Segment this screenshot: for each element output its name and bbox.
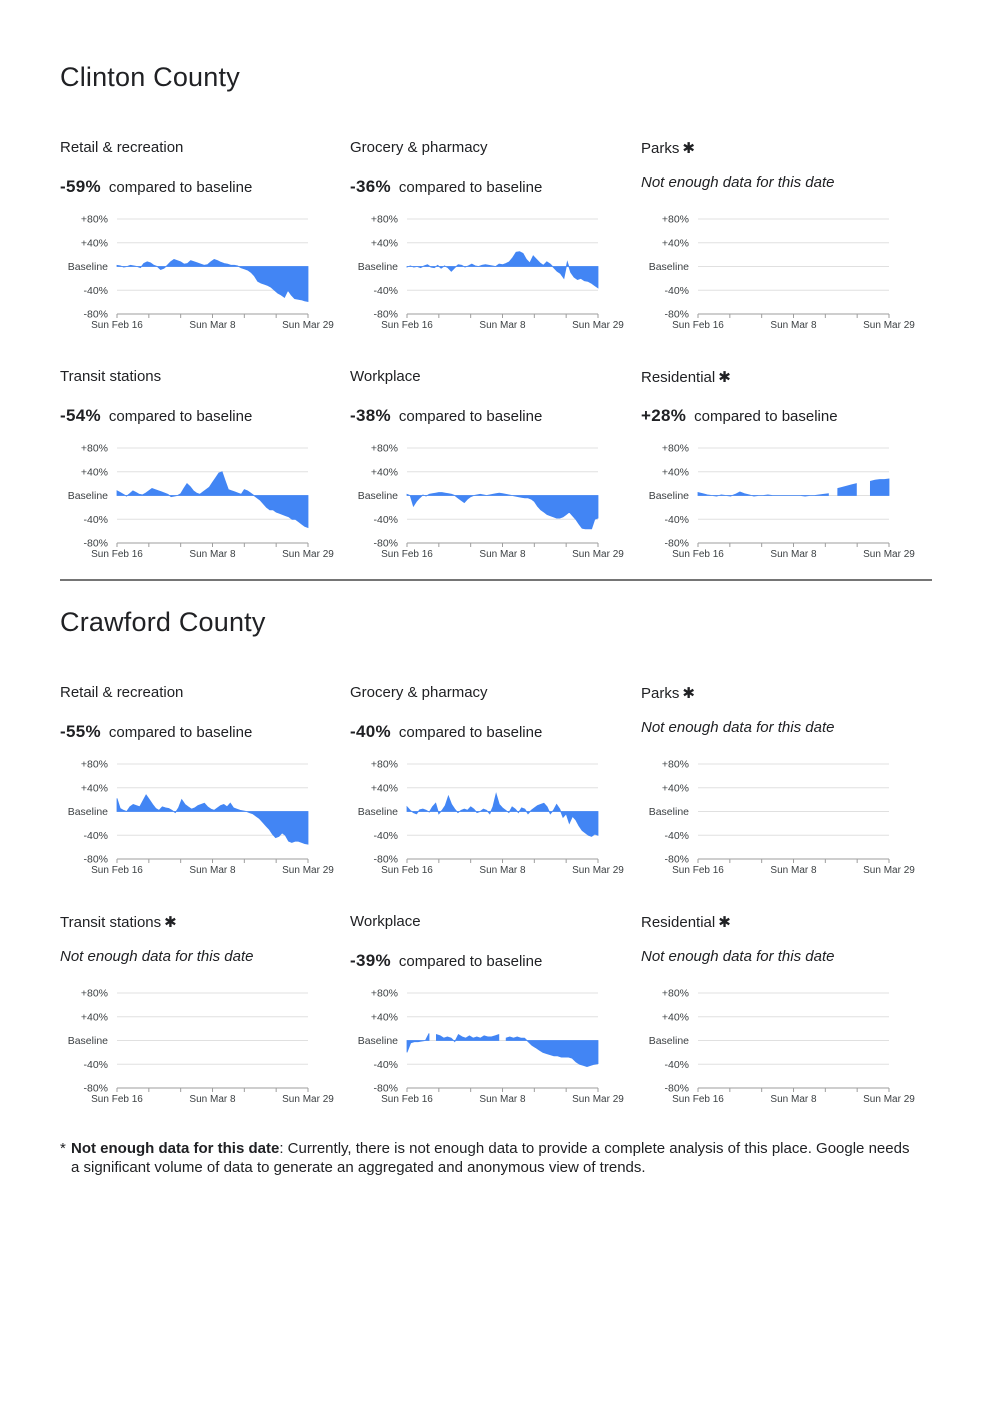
y-tick-label: +80%: [80, 213, 108, 226]
series-area: [838, 484, 857, 496]
x-tick-label: Sun Feb 16: [381, 549, 433, 560]
y-tick-label: -80%: [664, 308, 689, 321]
mobility-panel: [350, 368, 630, 568]
x-tick-label: Sun Mar 29: [282, 865, 334, 876]
mobility-chart: [350, 988, 650, 1113]
x-tick-label: Sun Feb 16: [381, 320, 433, 331]
mobility-chart: [350, 214, 650, 339]
series-area: [117, 795, 308, 844]
x-tick-label: Sun Mar 29: [282, 320, 334, 331]
y-tick-label: -40%: [83, 1058, 108, 1071]
category-label: Residential: [641, 369, 716, 386]
y-tick-label: -40%: [664, 1058, 689, 1071]
x-tick-label: Sun Mar 8: [479, 865, 526, 876]
category-title: [641, 139, 695, 157]
y-tick-label: +80%: [661, 442, 689, 455]
y-tick-label: -80%: [83, 1082, 108, 1095]
y-tick-label: +40%: [80, 237, 108, 250]
x-tick-label: Sun Mar 8: [770, 865, 817, 876]
series-area: [436, 1035, 498, 1042]
x-tick-label: Sun Feb 16: [672, 1094, 724, 1105]
category-title: [641, 913, 731, 931]
change-stat: [60, 406, 252, 426]
mobility-chart: [641, 759, 941, 884]
x-tick-label: Sun Mar 8: [770, 320, 817, 331]
y-tick-label: -40%: [83, 829, 108, 842]
change-value: -40%: [350, 722, 391, 741]
y-tick-label: +80%: [80, 758, 108, 771]
x-tick-label: Sun Feb 16: [672, 549, 724, 560]
category-label: Parks: [641, 140, 680, 157]
y-tick-label: +80%: [661, 758, 689, 771]
asterisk-icon: ✱: [718, 369, 731, 386]
y-tick-label: +40%: [661, 466, 689, 479]
change-value: -59%: [60, 177, 101, 196]
x-tick-label: Sun Mar 8: [189, 865, 236, 876]
y-tick-label: +80%: [370, 442, 398, 455]
category-label: Transit stations: [60, 368, 162, 385]
series-area: [407, 493, 598, 529]
y-tick-label: -80%: [664, 853, 689, 866]
x-tick-label: Sun Mar 8: [479, 549, 526, 560]
mobility-panel: [641, 368, 921, 568]
mobility-chart: [60, 214, 360, 339]
compared-label: compared to baseline: [108, 408, 253, 425]
x-tick-label: Sun Mar 8: [189, 549, 236, 560]
y-tick-label: +40%: [370, 466, 398, 479]
series-area: [117, 259, 308, 301]
asterisk-icon: ✱: [682, 685, 695, 702]
mobility-chart: [641, 988, 941, 1113]
asterisk-icon: ✱: [682, 140, 695, 157]
x-tick-label: Sun Mar 29: [282, 549, 334, 560]
y-tick-label: -80%: [373, 1082, 398, 1095]
y-tick-label: -80%: [373, 537, 398, 550]
mobility-chart: [350, 443, 650, 568]
x-tick-label: Sun Mar 8: [479, 1094, 526, 1105]
y-tick-label: +40%: [370, 1011, 398, 1024]
y-tick-label: Baseline: [67, 806, 108, 818]
y-tick-label: Baseline: [648, 261, 689, 273]
mobility-chart: [641, 214, 941, 339]
y-tick-label: +80%: [370, 213, 398, 226]
x-tick-label: Sun Feb 16: [672, 865, 724, 876]
change-stat: [641, 406, 838, 426]
y-tick-label: Baseline: [357, 261, 398, 273]
category-title: [641, 368, 731, 386]
change-stat: [60, 722, 252, 742]
mobility-panel: [60, 139, 340, 339]
y-tick-label: -40%: [664, 829, 689, 842]
change-value: -38%: [350, 406, 391, 425]
change-stat: [350, 951, 542, 971]
y-tick-label: Baseline: [67, 261, 108, 273]
y-tick-label: -40%: [83, 513, 108, 526]
footnote-asterisk: *: [60, 1140, 66, 1157]
x-tick-label: Sun Mar 8: [479, 320, 526, 331]
y-tick-label: Baseline: [357, 806, 398, 818]
change-stat: [60, 177, 252, 197]
x-tick-label: Sun Feb 16: [91, 865, 143, 876]
county-divider: [60, 579, 932, 581]
y-tick-label: +40%: [661, 1011, 689, 1024]
y-tick-label: +80%: [661, 213, 689, 226]
footnote: [60, 1139, 920, 1177]
y-tick-label: Baseline: [648, 1035, 689, 1047]
no-data-message: Not enough data for this date: [60, 948, 254, 965]
asterisk-icon: ✱: [164, 914, 177, 931]
x-tick-label: Sun Mar 29: [572, 549, 624, 560]
asterisk-icon: ✱: [718, 914, 731, 931]
category-label: Retail & recreation: [60, 684, 184, 701]
county-title: Clinton County: [60, 62, 240, 92]
x-tick-label: Sun Mar 8: [770, 549, 817, 560]
compared-label: compared to baseline: [694, 408, 838, 425]
x-tick-label: Sun Mar 29: [572, 320, 624, 331]
change-stat: [350, 722, 542, 742]
category-label: Retail & recreation: [60, 139, 184, 156]
y-tick-label: -40%: [373, 829, 398, 842]
change-value: -55%: [60, 722, 101, 741]
y-tick-label: Baseline: [648, 806, 689, 818]
y-tick-label: -40%: [373, 513, 398, 526]
x-tick-label: Sun Mar 29: [863, 1094, 915, 1105]
series-area: [407, 1033, 429, 1052]
y-tick-label: +80%: [661, 987, 689, 1000]
category-title: [350, 684, 488, 701]
y-tick-label: -80%: [373, 308, 398, 321]
compared-label: compared to baseline: [398, 953, 543, 970]
county-section: [60, 607, 932, 1107]
compared-label: compared to baseline: [108, 179, 253, 196]
y-tick-label: +40%: [661, 237, 689, 250]
y-tick-label: Baseline: [357, 1035, 398, 1047]
y-tick-label: -80%: [83, 308, 108, 321]
category-label: Grocery & pharmacy: [350, 684, 488, 701]
category-title: [60, 684, 183, 701]
no-data-message: Not enough data for this date: [641, 719, 835, 736]
x-tick-label: Sun Mar 8: [189, 320, 236, 331]
y-tick-label: -40%: [664, 513, 689, 526]
mobility-chart: [60, 443, 360, 568]
x-tick-label: Sun Mar 29: [282, 1094, 334, 1105]
mobility-panel: [60, 684, 340, 884]
mobility-chart: [641, 443, 941, 568]
category-title: [350, 913, 421, 930]
compared-label: compared to baseline: [108, 724, 253, 741]
x-tick-label: Sun Feb 16: [381, 1094, 433, 1105]
x-tick-label: Sun Mar 29: [863, 865, 915, 876]
compared-label: compared to baseline: [398, 179, 543, 196]
y-tick-label: -80%: [83, 537, 108, 550]
x-tick-label: Sun Mar 29: [572, 865, 624, 876]
y-tick-label: +40%: [80, 466, 108, 479]
change-stat: [350, 406, 542, 426]
y-tick-label: +80%: [370, 987, 398, 1000]
x-tick-label: Sun Mar 8: [770, 1094, 817, 1105]
y-tick-label: +40%: [370, 237, 398, 250]
category-title: [641, 684, 695, 702]
x-tick-label: Sun Feb 16: [381, 865, 433, 876]
footnote-text: : Currently, there is not enough data to provide a complete analysis of this place. Google needs a significant volume of data to generate an aggregated and anonymous view of trends.: [71, 1140, 910, 1176]
y-tick-label: -40%: [664, 284, 689, 297]
category-title: [60, 913, 177, 931]
x-tick-label: Sun Mar 29: [572, 1094, 624, 1105]
mobility-chart: [350, 759, 650, 884]
x-tick-label: Sun Feb 16: [91, 1094, 143, 1105]
series-area: [870, 479, 889, 496]
category-title: [60, 139, 183, 156]
y-tick-label: +40%: [661, 782, 689, 795]
x-tick-label: Sun Feb 16: [91, 549, 143, 560]
no-data-message: Not enough data for this date: [641, 948, 835, 965]
y-tick-label: -40%: [83, 284, 108, 297]
category-title: [350, 368, 421, 385]
y-tick-label: +40%: [370, 782, 398, 795]
x-tick-label: Sun Mar 29: [863, 320, 915, 331]
change-value: -36%: [350, 177, 391, 196]
change-value: -54%: [60, 406, 101, 425]
mobility-panel: [641, 684, 921, 884]
x-tick-label: Sun Mar 8: [189, 1094, 236, 1105]
y-tick-label: -40%: [373, 284, 398, 297]
compared-label: compared to baseline: [398, 408, 543, 425]
y-tick-label: +80%: [80, 442, 108, 455]
category-title: [350, 139, 488, 156]
y-tick-label: Baseline: [648, 490, 689, 502]
series-area: [698, 492, 828, 496]
category-label: Grocery & pharmacy: [350, 139, 488, 156]
x-tick-label: Sun Mar 29: [863, 549, 915, 560]
y-tick-label: -80%: [373, 853, 398, 866]
category-label: Workplace: [350, 913, 421, 930]
y-tick-label: -80%: [664, 537, 689, 550]
x-tick-label: Sun Feb 16: [91, 320, 143, 331]
mobility-panel: [60, 368, 340, 568]
series-area: [407, 794, 598, 837]
y-tick-label: Baseline: [357, 490, 398, 502]
mobility-panel: [641, 139, 921, 339]
x-tick-label: Sun Feb 16: [672, 320, 724, 331]
footnote-bold: Not enough data for this date: [71, 1140, 280, 1157]
category-label: Parks: [641, 685, 680, 702]
category-title: [60, 368, 161, 385]
county-title: Crawford County: [60, 607, 266, 637]
county-section: [60, 62, 932, 562]
y-tick-label: +80%: [80, 987, 108, 1000]
mobility-panel: [350, 913, 630, 1113]
y-tick-label: Baseline: [67, 490, 108, 502]
series-area: [506, 1037, 598, 1067]
no-data-message: Not enough data for this date: [641, 174, 835, 191]
mobility-panel: [350, 139, 630, 339]
mobility-panel: [60, 913, 340, 1113]
change-value: -39%: [350, 951, 391, 970]
compared-label: compared to baseline: [398, 724, 543, 741]
y-tick-label: -80%: [664, 1082, 689, 1095]
mobility-chart: [60, 988, 360, 1113]
series-area: [407, 252, 598, 288]
y-tick-label: -40%: [373, 1058, 398, 1071]
change-value: +28%: [641, 406, 687, 425]
category-label: Residential: [641, 914, 716, 931]
category-label: Workplace: [350, 368, 421, 385]
y-tick-label: +40%: [80, 782, 108, 795]
mobility-panel: [641, 913, 921, 1113]
y-tick-label: +80%: [370, 758, 398, 771]
y-tick-label: -80%: [83, 853, 108, 866]
change-stat: [350, 177, 542, 197]
mobility-chart: [60, 759, 360, 884]
y-tick-label: Baseline: [67, 1035, 108, 1047]
category-label: Transit stations: [60, 914, 162, 931]
mobility-panel: [350, 684, 630, 884]
y-tick-label: +40%: [80, 1011, 108, 1024]
